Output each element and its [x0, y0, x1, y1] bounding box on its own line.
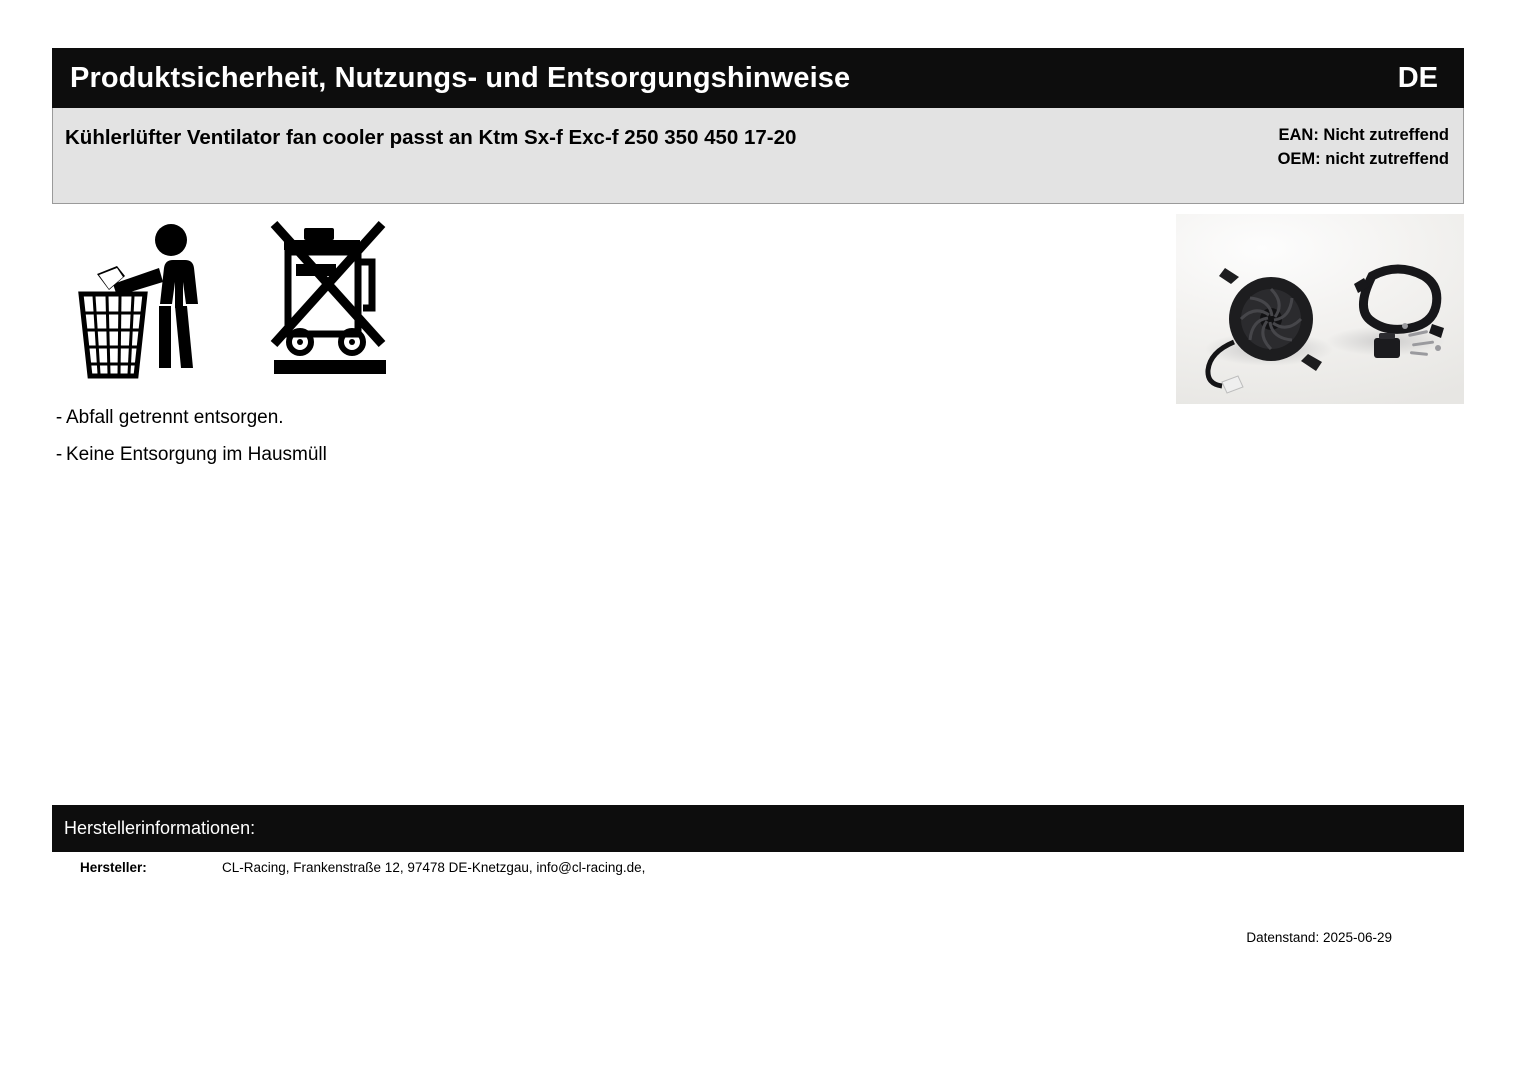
- product-info-bar: [52, 108, 1464, 204]
- pictogram-group: [75, 218, 415, 383]
- product-photo: [1176, 214, 1464, 404]
- product-name: Kühlerlüfter Ventilator fan cooler passt an Ktm Sx-f Exc-f 250 350 450 17-20: [65, 126, 797, 149]
- oem-value: OEM: nicht zutreffend: [1277, 149, 1449, 168]
- ean-value: EAN: Nicht zutreffend: [1278, 126, 1449, 144]
- manufacturer-value: CL-Racing, Frankenstraße 12, 97478 DE-Knetzgau, info@cl-racing.de,: [222, 860, 646, 875]
- header-bar: [52, 48, 1464, 108]
- list-item-text: Abfall getrennt entsorgen.: [66, 407, 284, 428]
- manufacturer-row: [52, 860, 1464, 875]
- list-item: [52, 445, 952, 465]
- manufacturer-section-bar: [52, 805, 1464, 852]
- list-item-text: Keine Entsorgung im Hausmüll: [66, 443, 327, 465]
- manufacturer-section-title: Herstellerinformationen:: [64, 818, 256, 838]
- disposal-notes-list: [52, 408, 952, 482]
- datenstand-text: Datenstand: 2025-06-29: [1246, 930, 1392, 945]
- bullet-dash: -: [55, 407, 63, 428]
- manufacturer-label: Hersteller:: [80, 860, 147, 875]
- weee-crossed-out-wheelie-bin-icon: [270, 218, 400, 388]
- litter-bin-icon: [75, 218, 215, 388]
- product-codes: [1278, 108, 1463, 203]
- page-title: Produktsicherheit, Nutzungs- und Entsorgungshinweise: [70, 61, 851, 94]
- bullet-dash: -: [55, 443, 63, 465]
- list-item: [52, 408, 952, 428]
- language-badge: DE: [1397, 61, 1438, 94]
